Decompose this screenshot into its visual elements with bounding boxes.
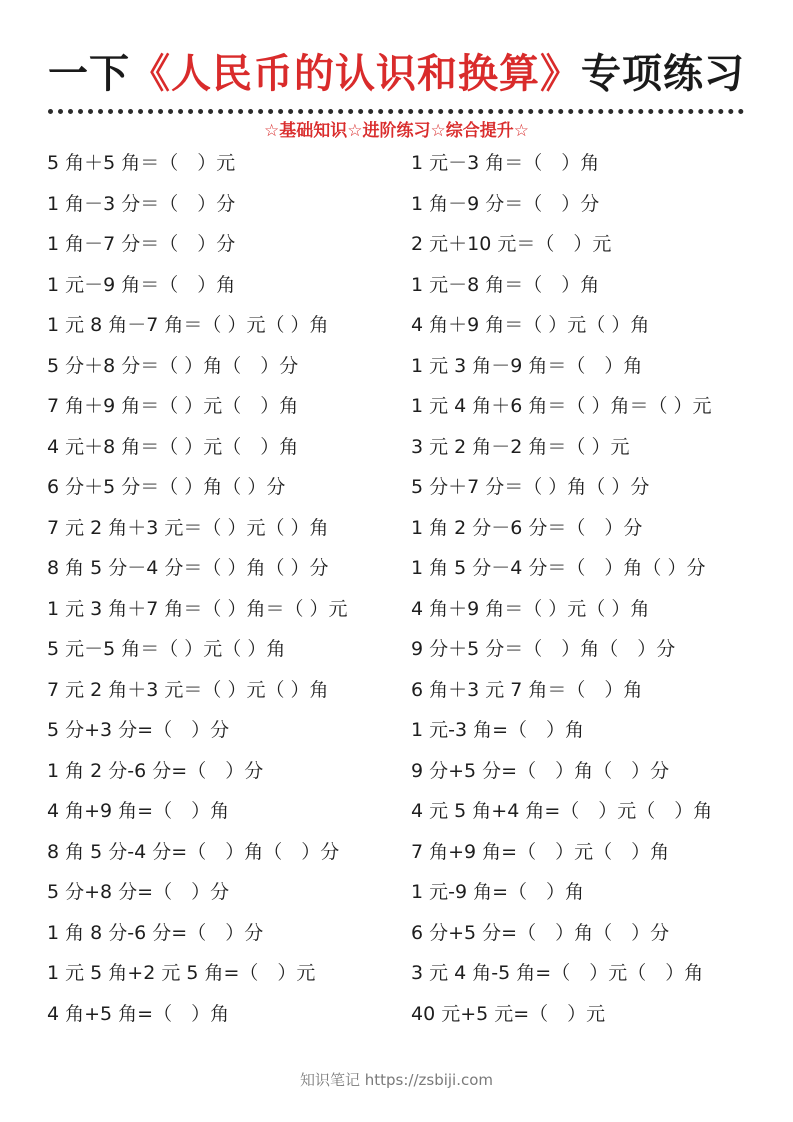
- exercise-row: [0, 872, 793, 913]
- exercise-item-left: 5 分+3 分=（ ）分: [47, 719, 230, 741]
- exercise-row: [0, 386, 793, 427]
- exercise-item-left: 5 分+8 分=（ ）分: [47, 881, 230, 903]
- exercise-item-right: 1 角 2 分－6 分＝（ ）分: [411, 516, 643, 539]
- exercise-item-right: 3 元 2 角－2 角＝（ ）元: [411, 435, 630, 458]
- exercise-item-left: 4 元＋8 角＝（ ）元（ ）角: [47, 435, 299, 458]
- exercise-item-left: 1 元－9 角＝（ ）角: [47, 273, 236, 296]
- exercise-grid: [0, 143, 793, 1034]
- exercise-item-left: 8 角 5 分-4 分=（ ）角（ ）分: [47, 840, 340, 863]
- exercise-row: [0, 589, 793, 630]
- exercise-item-right: 6 分+5 分=（ ）角（ ）分: [411, 921, 670, 944]
- exercise-item-left: 5 元－5 角＝（ ）元（ ）角: [47, 638, 286, 660]
- exercise-item-right: 4 元 5 角+4 角=（ ）元（ ）角: [411, 800, 713, 822]
- exercise-item-left: 5 分＋8 分＝（ ）角（ ）分: [47, 354, 299, 377]
- exercise-item-right: 9 分+5 分=（ ）角（ ）分: [411, 759, 670, 782]
- exercise-item-left: 7 元 2 角＋3 元＝（ ）元（ ）角: [47, 516, 329, 539]
- exercise-row: [0, 427, 793, 468]
- exercise-item-right: 1 元－3 角＝（ ）角: [411, 152, 600, 174]
- exercise-item-right: 3 元 4 角-5 角=（ ）元（ ）角: [411, 962, 704, 984]
- exercise-item-right: 6 角＋3 元 7 角＝（ ）角: [411, 678, 643, 701]
- exercise-row: [0, 670, 793, 711]
- exercise-item-left: 7 角＋9 角＝（ ）元（ ）角: [47, 395, 299, 417]
- exercise-item-right: 1 元 4 角＋6 角＝（ ）角＝（ ）元: [411, 395, 712, 417]
- exercise-row: [0, 143, 793, 184]
- title-prefix: 一下: [48, 51, 130, 97]
- exercise-item-right: 1 元 3 角－9 角＝（ ）角: [411, 354, 643, 377]
- title-topic: 《人民币的认识和换算》: [130, 51, 581, 97]
- exercise-row: [0, 953, 793, 994]
- exercise-item-left: 7 元 2 角＋3 元＝（ ）元（ ）角: [47, 678, 329, 701]
- exercise-item-left: 1 角－3 分＝（ ）分: [47, 192, 236, 215]
- exercise-row: [0, 467, 793, 508]
- exercise-row: [0, 508, 793, 549]
- exercise-item-right: 4 角＋9 角＝（ ）元（ ）角: [411, 597, 650, 620]
- exercise-item-right: 40 元+5 元=（ ）元: [411, 1002, 606, 1025]
- exercise-item-left: 1 角 2 分-6 分=（ ）分: [47, 759, 264, 782]
- exercise-item-left: 4 角+9 角=（ ）角: [47, 800, 230, 822]
- exercise-row: [0, 791, 793, 832]
- exercise-item-left: 1 角－7 分＝（ ）分: [47, 233, 236, 255]
- title-divider: [48, 109, 744, 114]
- worksheet-subtitle: ☆基础知识☆进阶练习☆综合提升☆: [264, 121, 529, 141]
- exercise-item-right: 7 角+9 角=（ ）元（ ）角: [411, 840, 670, 863]
- exercise-row: [0, 265, 793, 306]
- exercise-item-right: 1 角－9 分＝（ ）分: [411, 192, 600, 215]
- exercise-row: [0, 224, 793, 265]
- exercise-item-left: 6 分＋5 分＝（ ）角（ ）分: [47, 476, 286, 498]
- exercise-item-right: 1 元-9 角=（ ）角: [411, 881, 585, 903]
- exercise-row: [0, 994, 793, 1035]
- exercise-row: [0, 832, 793, 873]
- exercise-row: [0, 913, 793, 954]
- exercise-item-left: 5 角＋5 角＝（ ）元: [47, 152, 236, 174]
- exercise-row: [0, 710, 793, 751]
- exercise-item-right: 1 元－8 角＝（ ）角: [411, 273, 600, 296]
- exercise-item-right: 9 分＋5 分＝（ ）角（ ）分: [411, 638, 676, 660]
- exercise-item-left: 1 元 8 角－7 角＝（ ）元（ ）角: [47, 314, 329, 336]
- exercise-item-left: 1 元 3 角＋7 角＝（ ）角＝（ ）元: [47, 597, 348, 620]
- exercise-item-left: 1 角 8 分-6 分=（ ）分: [47, 921, 264, 944]
- title-suffix: 专项练习: [581, 51, 745, 97]
- exercise-row: [0, 346, 793, 387]
- footer-watermark: 知识笔记 https://zsbiji.com: [299, 1071, 494, 1089]
- worksheet-title: [0, 46, 793, 102]
- exercise-row: [0, 751, 793, 792]
- exercise-item-left: 8 角 5 分－4 分＝（ ）角（ ）分: [47, 557, 329, 579]
- exercise-row: [0, 305, 793, 346]
- exercise-row: [0, 184, 793, 225]
- exercise-item-right: 1 角 5 分－4 分＝（ ）角（ ）分: [411, 557, 706, 579]
- exercise-item-right: 4 角＋9 角＝（ ）元（ ）角: [411, 314, 650, 336]
- exercise-item-left: 1 元 5 角+2 元 5 角=（ ）元: [47, 962, 316, 984]
- exercise-item-right: 5 分＋7 分＝（ ）角（ ）分: [411, 476, 650, 498]
- exercise-item-right: 1 元-3 角=（ ）角: [411, 719, 585, 741]
- exercise-item-left: 4 角+5 角=（ ）角: [47, 1002, 230, 1025]
- exercise-row: [0, 629, 793, 670]
- exercise-row: [0, 548, 793, 589]
- exercise-item-right: 2 元＋10 元＝（ ）元: [411, 233, 612, 255]
